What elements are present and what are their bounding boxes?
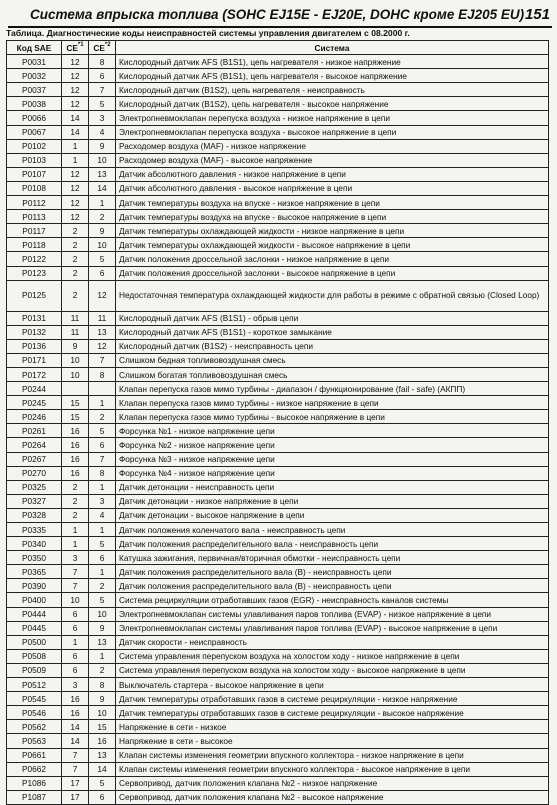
table-row [7, 678, 549, 692]
dtc-code: P0261 [7, 424, 62, 438]
table-row [7, 396, 549, 410]
dtc-code: P0038 [7, 97, 62, 111]
table-row [7, 224, 549, 238]
dtc-code: P0267 [7, 452, 62, 466]
table-row [7, 167, 549, 181]
system-description: Система управления перепуском воздуха на холостом ходу - высокое напряжение в цепи [116, 663, 549, 677]
system-description: Система управления перепуском воздуха на холостом ходу - низкое напряжение в цепи [116, 649, 549, 663]
ce1-value: 2 [62, 224, 89, 238]
ce2-value [89, 382, 116, 396]
system-description: Расходомер воздуха (MAF) - низкое напряжение [116, 139, 549, 153]
ce2-value: 5 [89, 424, 116, 438]
dtc-code: P0661 [7, 748, 62, 762]
ce1-value: 12 [62, 210, 89, 224]
ce2-value: 5 [89, 252, 116, 266]
ce2-value: 13 [89, 748, 116, 762]
dtc-code: P0117 [7, 224, 62, 238]
table-row [7, 153, 549, 167]
column-header-ce2: CE$^{*2}$ [89, 41, 116, 55]
ce2-value: 9 [89, 139, 116, 153]
ce2-value: 5 [89, 97, 116, 111]
table-row [7, 325, 549, 339]
table-row [7, 181, 549, 195]
ce1-value: 2 [62, 494, 89, 508]
table-row [7, 280, 549, 311]
dtc-code: P0122 [7, 252, 62, 266]
ce2-value: 8 [89, 367, 116, 381]
system-description: Клапан системы изменения геометрии впускного коллектора - высокое напряжение в цепи [116, 762, 549, 776]
ce1-value: 16 [62, 706, 89, 720]
dtc-code: P0125 [7, 280, 62, 311]
ce2-value: 14 [89, 181, 116, 195]
system-description: Датчик температуры охлаждающей жидкости - высокое напряжение в цепи [116, 238, 549, 252]
dtc-code: P0350 [7, 551, 62, 565]
dtc-code: P0131 [7, 311, 62, 325]
ce1-value: 9 [62, 339, 89, 353]
ce2-value: 10 [89, 607, 116, 621]
ce2-value: 7 [89, 83, 116, 97]
table-row [7, 83, 549, 97]
ce1-value: 14 [62, 111, 89, 125]
dtc-code: P0031 [7, 55, 62, 69]
ce2-value: 10 [89, 238, 116, 252]
system-description: Датчик температуры отработавших газов в системе рециркуляции - высокое напряжение [116, 706, 549, 720]
ce2-value: 12 [89, 339, 116, 353]
ce2-value: 6 [89, 69, 116, 83]
table-row [7, 748, 549, 762]
table-caption: Таблица. Диагностические коды неисправностей системы управления двигателем с 08.2000 г. [6, 28, 410, 38]
dtc-code: P0264 [7, 438, 62, 452]
table-row [7, 367, 549, 381]
ce2-value: 8 [89, 678, 116, 692]
ce1-value: 14 [62, 720, 89, 734]
table-row [7, 551, 549, 565]
ce1-value: 15 [62, 410, 89, 424]
ce2-value: 5 [89, 593, 116, 607]
ce2-value: 2 [89, 410, 116, 424]
system-description: Датчик температуры охлаждающей жидкости - низкое напряжение в цепи [116, 224, 549, 238]
ce1-value: 14 [62, 125, 89, 139]
dtc-code: P0037 [7, 83, 62, 97]
system-description: Выключатель стартера - высокое напряжение в цепи [116, 678, 549, 692]
ce2-value: 5 [89, 537, 116, 551]
dtc-code: P0563 [7, 734, 62, 748]
ce1-value: 7 [62, 748, 89, 762]
ce1-value: 12 [62, 83, 89, 97]
table-row [7, 734, 549, 748]
table-row [7, 706, 549, 720]
ce2-value: 6 [89, 438, 116, 452]
system-description: Электропневмоклапан системы улавливания паров топлива (EVAP) - высокое напряжение в цепи [116, 621, 549, 635]
table-row [7, 466, 549, 480]
ce1-value: 6 [62, 649, 89, 663]
system-description: Система рециркуляции отработавших газов (EGR) - неисправность каналов системы [116, 593, 549, 607]
dtc-code: P0400 [7, 593, 62, 607]
ce1-value: 12 [62, 196, 89, 210]
table-body [7, 55, 549, 805]
ce1-value: 11 [62, 311, 89, 325]
system-description: Датчик положения дроссельной заслонки - высокое напряжение в цепи [116, 266, 549, 280]
table-row [7, 55, 549, 69]
table-header-row [7, 41, 549, 55]
system-description: Кислородный датчик AFS (B1S1) - обрыв цепи [116, 311, 549, 325]
ce2-value: 1 [89, 565, 116, 579]
ce1-value: 12 [62, 97, 89, 111]
ce2-value: 6 [89, 266, 116, 280]
ce2-value: 15 [89, 720, 116, 734]
ce1-value: 2 [62, 480, 89, 494]
system-description: Расходомер воздуха (MAF) - высокое напряжение [116, 153, 549, 167]
table-row [7, 238, 549, 252]
ce2-value: 9 [89, 224, 116, 238]
system-description: Сервопривод, датчик положения клапана №2 - низкое напряжение [116, 776, 549, 790]
table-row [7, 635, 549, 649]
dtc-code: P0328 [7, 508, 62, 522]
system-description: Кислородный датчик AFS (B1S1), цепь нагревателя - низкое напряжение [116, 55, 549, 69]
ce1-value: 1 [62, 537, 89, 551]
table-row [7, 410, 549, 424]
system-description: Электропневмоклапан перепуска воздуха - низкое напряжение в цепи [116, 111, 549, 125]
dtc-code: P0340 [7, 537, 62, 551]
ce1-value: 3 [62, 678, 89, 692]
dtc-code: P0325 [7, 480, 62, 494]
ce1-value: 2 [62, 252, 89, 266]
dtc-code: P0500 [7, 635, 62, 649]
dtc-code: P0245 [7, 396, 62, 410]
system-description: Датчик детонации - низкое напряжение в цепи [116, 494, 549, 508]
ce2-value: 6 [89, 551, 116, 565]
ce2-value: 6 [89, 790, 116, 804]
ce2-value: 7 [89, 452, 116, 466]
system-description: Клапан перепуска газов мимо турбины - диапазон / функционирование (fail - safe) (АКПП) [116, 382, 549, 396]
ce1-value: 2 [62, 266, 89, 280]
table-row [7, 111, 549, 125]
system-description: Кислородный датчик AFS (B1S1), цепь нагревателя - высокое напряжение [116, 69, 549, 83]
table-row [7, 480, 549, 494]
table-row [7, 663, 549, 677]
dtc-code: P0067 [7, 125, 62, 139]
table-row [7, 210, 549, 224]
ce2-value: 13 [89, 167, 116, 181]
dtc-code: P1087 [7, 790, 62, 804]
dtc-code: P0032 [7, 69, 62, 83]
system-description: Датчик детонации - неисправность цепи [116, 480, 549, 494]
dtc-code: P0136 [7, 339, 62, 353]
dtc-code: P0445 [7, 621, 62, 635]
dtc-code: P0545 [7, 692, 62, 706]
system-description: Форсунка №4 - низкое напряжение цепи [116, 466, 549, 480]
dtc-code: P0365 [7, 565, 62, 579]
dtc-code: P0508 [7, 649, 62, 663]
system-description: Кислородный датчик (B1S2), цепь нагревателя - высокое напряжение [116, 97, 549, 111]
ce2-value: 5 [89, 776, 116, 790]
ce1-value: 1 [62, 139, 89, 153]
ce1-value: 2 [62, 280, 89, 311]
table-row [7, 762, 549, 776]
table-row [7, 452, 549, 466]
ce1-value: 17 [62, 790, 89, 804]
table-row [7, 69, 549, 83]
dtc-code: P0112 [7, 196, 62, 210]
table-row [7, 523, 549, 537]
ce2-value: 2 [89, 579, 116, 593]
ce1-value: 14 [62, 734, 89, 748]
system-description: Датчик положения распределительного вала (B) - неисправность цепи [116, 565, 549, 579]
header-title: Система впрыска топлива (SOHC EJ15E - EJ20E, DOHC кроме EJ205 EU) [30, 7, 525, 22]
ce1-value: 2 [62, 238, 89, 252]
ce1-value: 12 [62, 55, 89, 69]
dtc-code: P0107 [7, 167, 62, 181]
ce2-value: 1 [89, 649, 116, 663]
dtc-code: P0512 [7, 678, 62, 692]
dtc-code: P0103 [7, 153, 62, 167]
table-row [7, 776, 549, 790]
ce2-value: 1 [89, 523, 116, 537]
ce1-value: 7 [62, 565, 89, 579]
column-header-ce1: CE$^{*1}$ [62, 41, 89, 55]
dtc-code: P0066 [7, 111, 62, 125]
dtc-code: P0509 [7, 663, 62, 677]
ce2-value: 9 [89, 692, 116, 706]
ce2-value: 8 [89, 55, 116, 69]
ce2-value: 1 [89, 480, 116, 494]
dtc-code: P0444 [7, 607, 62, 621]
ce1-value: 1 [62, 635, 89, 649]
ce1-value: 6 [62, 621, 89, 635]
dtc-code: P0662 [7, 762, 62, 776]
system-description: Кислородный датчик AFS (B1S1) - короткое замыкание [116, 325, 549, 339]
system-description: Электропневмоклапан перепуска воздуха - высокое напряжение в цепи [116, 125, 549, 139]
ce1-value: 16 [62, 424, 89, 438]
ce1-value: 11 [62, 325, 89, 339]
dtc-code: P0102 [7, 139, 62, 153]
ce2-value: 13 [89, 635, 116, 649]
ce1-value: 1 [62, 153, 89, 167]
ce2-value: 12 [89, 280, 116, 311]
table-row [7, 196, 549, 210]
system-description: Клапан перепуска газов мимо турбины - низкое напряжение в цепи [116, 396, 549, 410]
dtc-code: P0246 [7, 410, 62, 424]
ce1-value [62, 382, 89, 396]
dtc-code: P0108 [7, 181, 62, 195]
table-row [7, 508, 549, 522]
system-description: Датчик положения распределительного вала - неисправность цепи [116, 537, 549, 551]
ce1-value: 6 [62, 663, 89, 677]
ce2-value: 1 [89, 196, 116, 210]
table-row [7, 311, 549, 325]
table-row [7, 593, 549, 607]
system-description: Клапан системы изменения геометрии впускного коллектора - низкое напряжение в цепи [116, 748, 549, 762]
system-description: Датчик абсолютного давления - высокое напряжение в цепи [116, 181, 549, 195]
ce2-value: 3 [89, 111, 116, 125]
ce1-value: 7 [62, 579, 89, 593]
ce1-value: 10 [62, 367, 89, 381]
ce2-value: 16 [89, 734, 116, 748]
system-description: Форсунка №2 - низкое напряжение цепи [116, 438, 549, 452]
ce2-value: 2 [89, 210, 116, 224]
system-description: Кислородный датчик (B1S2) - неисправность цепи [116, 339, 549, 353]
ce1-value: 16 [62, 438, 89, 452]
table-row [7, 353, 549, 367]
ce1-value: 16 [62, 692, 89, 706]
table-row [7, 579, 549, 593]
ce2-value: 9 [89, 621, 116, 635]
ce2-value: 3 [89, 494, 116, 508]
ce2-value: 13 [89, 325, 116, 339]
dtc-code: P0390 [7, 579, 62, 593]
system-description: Датчик скорости - неисправность [116, 635, 549, 649]
ce2-value: 8 [89, 466, 116, 480]
table-row [7, 537, 549, 551]
ce1-value: 12 [62, 69, 89, 83]
dtc-code: P0113 [7, 210, 62, 224]
ce1-value: 3 [62, 551, 89, 565]
table-row [7, 339, 549, 353]
dtc-code: P0327 [7, 494, 62, 508]
column-header-code: Код SAE [7, 41, 62, 55]
system-description: Недостаточная температура охлаждающей жидкости для работы в режиме с обратной связью (Closed Loop) [116, 280, 549, 311]
ce2-value: 11 [89, 311, 116, 325]
ce2-value: 4 [89, 125, 116, 139]
system-description: Клапан перепуска газов мимо турбины - высокое напряжение в цепи [116, 410, 549, 424]
ce1-value: 7 [62, 762, 89, 776]
system-description: Датчик положения дроссельной заслонки - низкое напряжение в цепи [116, 252, 549, 266]
ce1-value: 1 [62, 523, 89, 537]
ce1-value: 10 [62, 593, 89, 607]
system-description: Сервопривод, датчик положения клапана №2 - высокое напряжение [116, 790, 549, 804]
ce2-value: 1 [89, 396, 116, 410]
dtc-code: P0562 [7, 720, 62, 734]
system-description: Слишком богатая топливовоздушная смесь [116, 367, 549, 381]
ce2-value: 10 [89, 153, 116, 167]
page-number: 151 [524, 6, 550, 23]
system-description: Напряжение в сети - высокое [116, 734, 549, 748]
system-description: Датчик положения коленчатого вала - неисправность цепи [116, 523, 549, 537]
ce2-value: 14 [89, 762, 116, 776]
dtc-code: P0132 [7, 325, 62, 339]
ce2-value: 2 [89, 663, 116, 677]
table-row [7, 252, 549, 266]
table-row [7, 790, 549, 804]
system-description: Датчик абсолютного давления - низкое напряжение в цепи [116, 167, 549, 181]
dtc-code: P0546 [7, 706, 62, 720]
ce1-value: 10 [62, 353, 89, 367]
column-header-system: Система [116, 41, 549, 55]
table-row [7, 692, 549, 706]
ce1-value: 2 [62, 508, 89, 522]
dtc-code: P0123 [7, 266, 62, 280]
table-row [7, 97, 549, 111]
dtc-code: P0335 [7, 523, 62, 537]
ce1-value: 16 [62, 452, 89, 466]
dtc-table [6, 40, 549, 805]
dtc-code: P0172 [7, 367, 62, 381]
ce2-value: 4 [89, 508, 116, 522]
dtc-code: P0244 [7, 382, 62, 396]
ce1-value: 17 [62, 776, 89, 790]
system-description: Катушка зажигания, первичная/вторичная обмотки - неисправность цепи [116, 551, 549, 565]
ce1-value: 15 [62, 396, 89, 410]
table-row [7, 438, 549, 452]
table-row [7, 125, 549, 139]
table-row [7, 607, 549, 621]
table-row [7, 424, 549, 438]
system-description: Датчик температуры воздуха на впуске - низкое напряжение в цепи [116, 196, 549, 210]
system-description: Датчик температуры отработавших газов в системе рециркуляции - низкое напряжение [116, 692, 549, 706]
system-description: Форсунка №1 - низкое напряжение цепи [116, 424, 549, 438]
ce2-value: 7 [89, 353, 116, 367]
system-description: Слишком бедная топливовоздушная смесь [116, 353, 549, 367]
table-row [7, 382, 549, 396]
table-row [7, 494, 549, 508]
system-description: Датчик температуры воздуха на впуске - высокое напряжение в цепи [116, 210, 549, 224]
dtc-code: P0118 [7, 238, 62, 252]
page-header [8, 4, 552, 28]
ce1-value: 12 [62, 167, 89, 181]
ce1-value: 12 [62, 181, 89, 195]
dtc-code: P0171 [7, 353, 62, 367]
system-description: Кислородный датчик (B1S2), цепь нагревателя - неисправность [116, 83, 549, 97]
system-description: Электропневмоклапан системы улавливания паров топлива (EVAP) - низкое напряжение в цепи [116, 607, 549, 621]
dtc-code: P0270 [7, 466, 62, 480]
system-description: Датчик детонации - высокое напряжение в цепи [116, 508, 549, 522]
table-row [7, 565, 549, 579]
system-description: Датчик положения распределительного вала (B) - неисправность цепи [116, 579, 549, 593]
ce2-value: 10 [89, 706, 116, 720]
ce1-value: 16 [62, 466, 89, 480]
dtc-code: P1086 [7, 776, 62, 790]
system-description: Форсунка №3 - низкое напряжение цепи [116, 452, 549, 466]
table-row [7, 720, 549, 734]
table-row [7, 266, 549, 280]
ce1-value: 6 [62, 607, 89, 621]
table-row [7, 621, 549, 635]
table-row [7, 139, 549, 153]
table-row [7, 649, 549, 663]
system-description: Напряжение в сети - низкое [116, 720, 549, 734]
